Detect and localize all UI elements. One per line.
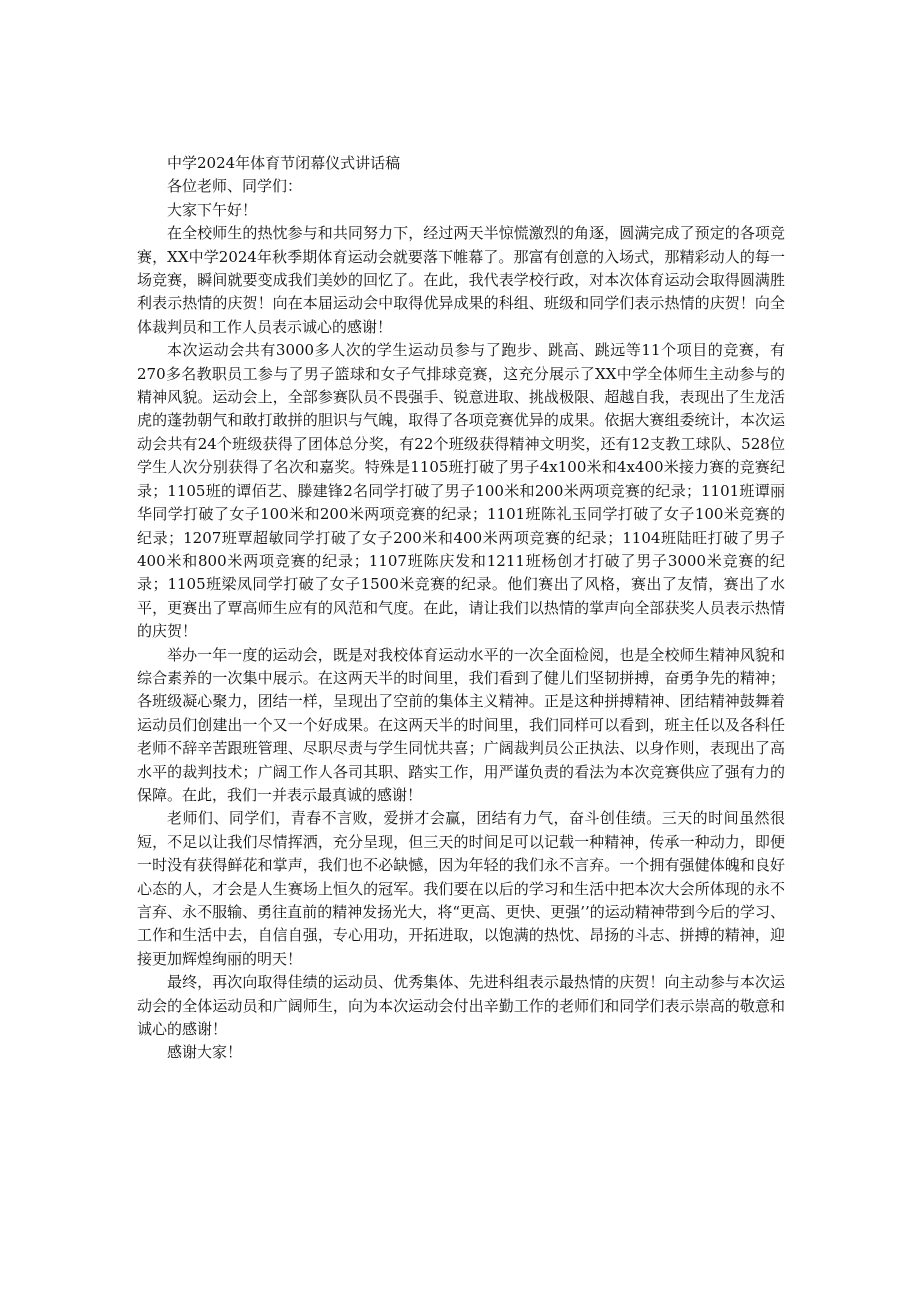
speech-body	[137, 152, 785, 1065]
greeting: 大家下午好！	[167, 200, 258, 219]
paragraph-results: 本次运动会共有3000多人次的学生运动员参与了跑步、跳高、跳远等11个项目的竞赛，有270多名教职员工参与了男子篮球和女子气排球竞赛，这充分展示了XX中学全体师生主动参与的精神风貌。运动会上，全部参赛队员不畏强手、锐意进取、挑战极限、超越自我，表现出了生龙活虎的蓬勃朝气和敢打敢拼的胆识与气魄，取得了各项竞赛优异的成果。依据大赛组委统计，本次运动会共有24个班级获得了团体总分奖，有22个班级获得精神文明奖，还有12支教工球队、528位学生人次分别获得了名次和嘉奖。特殊是1105班打破了男子4x100米和4x400米接力赛的竞赛纪录；1105班的谭佰艺、滕建锋2名同学打破了男子100米和200米两项竞赛的纪录；1101班谭丽华同学打破了女子100米和200米两项竞赛的纪录；1101班陈礼玉同学打破了女子100米竞赛的纪录；1207班覃超敏同学打破了女子200米和400米两项竞赛的纪录；1104班陆旺打破了男子400米和800米两项竞赛的纪录；1107班陈庆发和1211班杨创才打破了男子3000米竞赛的纪录；1105班梁凤同学打破了女子1500米竞赛的纪录。他们赛出了风格，赛出了友情，赛出了水平，更赛出了覃高师生应有的风范和气度。在此，请让我们以热情的掌声向全部获奖人员表示热情的庆贺！	[137, 341, 785, 641]
paragraph-opening: 在全校师生的热忱参与和共同努力下，经过两天半惊慌激烈的角逐，圆满完成了预定的各项竞赛，XX中学2024年秋季期体育运动会就要落下帷幕了。那富有创意的入场式，那精彩动人的每一场竞赛，瞬间就要变成我们美妙的回忆了。在此，我代表学校行政，对本次体育运动会取得圆满胜利表示热情的庆贺！向在本届运动会中取得优异成果的科组、班级和同学们表示热情的庆贺！向全体裁判员和工作人员表示诚心的感谢！	[137, 224, 785, 336]
paragraph-encouragement: 老师们、同学们，青春不言败，爱拼才会赢，团结有力气，奋斗创佳绩。三天的时间虽然很短，不足以让我们尽情挥洒，充分呈现，但三天的时间足可以记载一种精神，传承一种动力，即便一时没有获得鲜花和掌声，我们也不必缺憾，因为年轻的我们永不言弃。一个拥有强健体魄和良好心态的人，才会是人生赛场上恒久的冠军。我们要在以后的学习和生活中把本次大会所体现的永不言弃、永不服输、勇往直前的精神发扬光大，将“更高、更快、更强’’的运动精神带到今后的学习、工作和生活中去，自信自强，专心用功，开拓进取，以饱满的热忱、昂扬的斗志、拼搏的精神，迎接更加辉煌绚丽的明天！	[137, 809, 785, 968]
paragraph-final-thanks: 最终，再次向取得佳绩的运动员、优秀集体、先进科组表示最热情的庆贺！向主动参与本次运动会的全体运动员和广阔师生，向为本次运动会付出辛勤工作的老师们和同学们表示崇高的敬意和诚心的感谢！	[137, 973, 785, 1039]
salutation: 各位老师、同学们：	[167, 177, 303, 196]
paragraph-spirit: 举办一年一度的运动会，既是对我校体育运动水平的一次全面检阅，也是全校师生精神风貌和综合素养的一次集中展示。在这两天半的时间里，我们看到了健儿们坚韧拼搏，奋勇争先的精神；各班级凝心聚力，团结一样，呈现出了空前的集体主义精神。正是这种拼搏精神、团结精神鼓舞着运动员们创建出一个又一个好成果。在这两天半的时间里，我们同样可以看到，班主任以及各科任老师不辞辛苦跟班管理、尽职尽责与学生同忧共喜；广阔裁判员公正执法、以身作则，表现出了高水平的裁判技术；广阔工作人各司其职、踏实工作，用严谨负责的看法为本次竞赛供应了强有力的保障。在此，我们一并表示最真诚的感谢！	[137, 645, 785, 804]
closing: 感谢大家！	[167, 1043, 243, 1062]
document-title: 中学2024年体育节闭幕仪式讲话稿	[167, 154, 401, 172]
